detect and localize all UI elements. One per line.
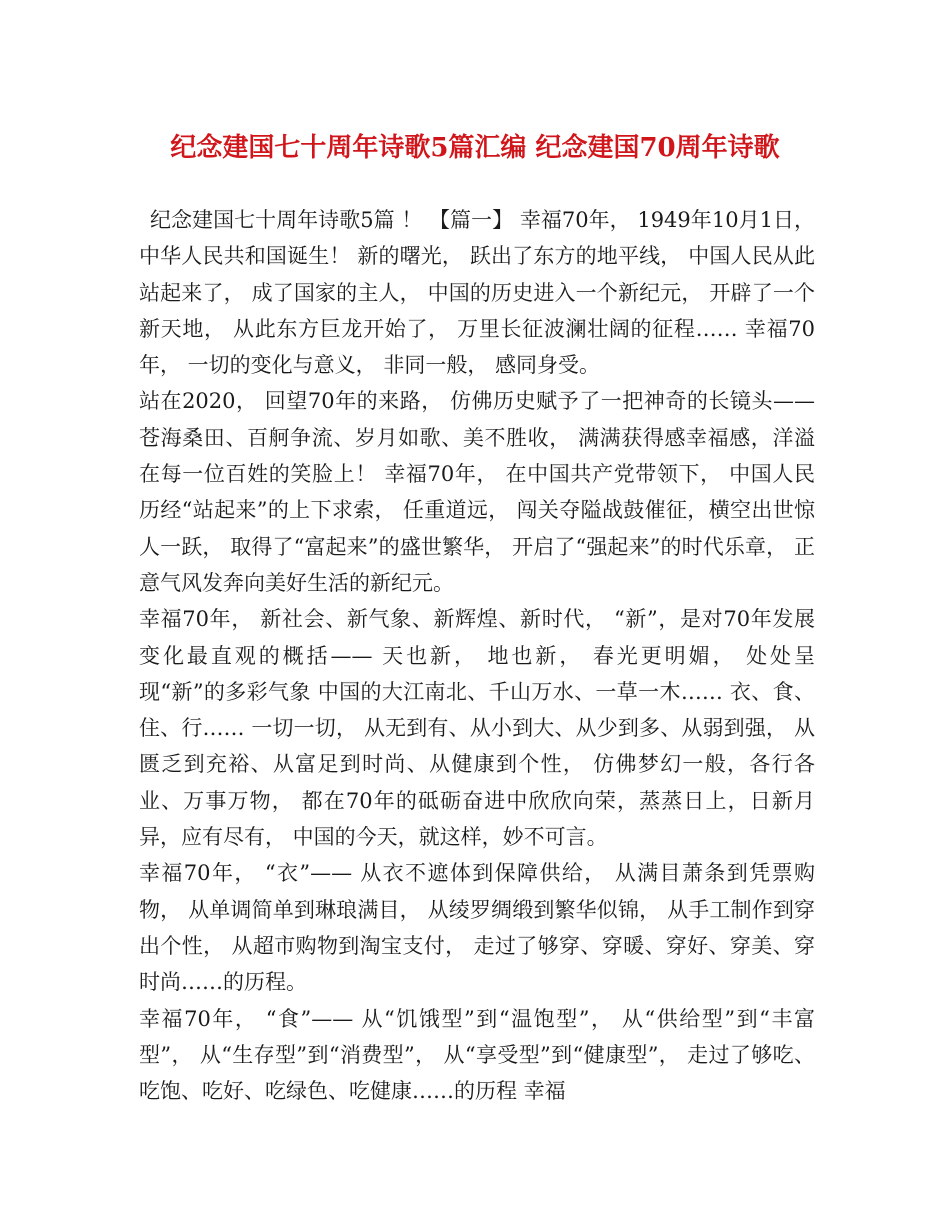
document-title: 纪念建国七十周年诗歌5篇汇编 纪念建国70周年诗歌 bbox=[170, 133, 780, 163]
paragraph: 幸福70年， 新社会、新气象、新辉煌、新时代， “新”，是对70年发展变化最直观的概括—— 天也新， 地也新， 春光更明媚， 处处呈现“新”的多彩气象 中国的大江南北、千山万水、一草一木…… 衣、食、住、行…… 一切一切， 从无到有、从小到大、从少到多、从弱到强， 从匮乏到充裕、从富足到时尚、从健康到个性， 仿佛梦幻一般，各行各业、万事万物， 都在70年的砥砺奋进中欣欣向荣，蒸蒸日上，日新月异，应有尽有， 中国的今天，就这样，妙不可言。 bbox=[139, 607, 815, 850]
paragraph: 纪念建国七十周年诗歌5篇 ！ 【篇一】 幸福70年， 1949年10月1日， 中华人民共和国诞生！ 新的曙光， 跃出了东方的地平线， 中国人民从此站起来了， 成了国家的主人， 中国的历史进入一个新纪元， 开辟了一个新天地， 从此东方巨龙开始了， 万里长征波澜壮阔的征程…… 幸福70年， 一切的变化与意义， 非同一般， 感同身受。 bbox=[139, 208, 815, 378]
paragraph: 站在2020， 回望70年的来路， 仿佛历史赋予了一把神奇的长镜头—— 苍海桑田、百舸争流、岁月如歌、美不胜收， 满满获得感幸福感，洋溢在每一位百姓的笑脸上！ 幸福70年， 在中国共产党带领下， 中国人民历经“站起来”的上下求索， 任重道远， 闯关夺隘战鼓催征，横空出世惊人一跃， 取得了“富起来”的盛世繁华， 开启了“强起来”的时代乐章， 正意气风发奔向美好生活的新纪元。 bbox=[139, 389, 815, 595]
paragraph: 幸福70年， “食”—— 从“饥饿型”到“温饱型”， 从“供给型”到“丰富型”， 从“生存型”到“消费型”， 从“享受型”到“健康型”， 走过了够吃、吃饱、吃好、吃绿色、吃健康……的历程 幸福 bbox=[139, 1006, 815, 1104]
paragraph: 幸福70年， “衣”—— 从衣不遮体到保障供给， 从满目萧条到凭票购物， 从单调简单到琳琅满目， 从绫罗绸缎到繁华似锦， 从手工制作到穿出个性， 从超市购物到淘宝支付， 走过了够穿、穿暖、穿好、穿美、穿时尚……的历程。 bbox=[139, 861, 815, 995]
document-body bbox=[139, 202, 815, 1109]
